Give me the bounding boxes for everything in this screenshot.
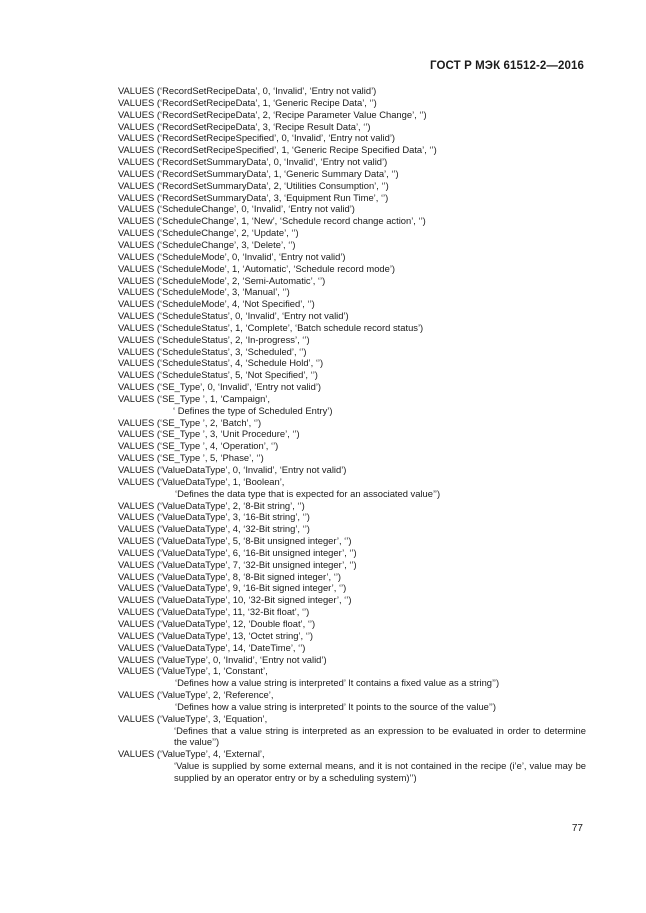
- values-statement-line: VALUES (‘ValueDataType’, 8, ‘8-Bit signed integer’, ‘’): [118, 570, 342, 582]
- values-statement-line: VALUES (‘ScheduleStatus’, 5, ‘Not Specified’, ‘’): [118, 369, 318, 381]
- values-statement-line: VALUES (‘ScheduleMode’, 2, ‘Semi-Automatic’, ‘’): [118, 274, 326, 286]
- values-statement-line: VALUES (‘ValueDataType’, 7, ‘32-Bit unsigned integer’, ‘’): [118, 558, 357, 570]
- page-number: 77: [571, 823, 583, 834]
- values-statement-line: VALUES (‘RecordSetSummaryData’, 3, ‘Equipment Run Time’, ‘’): [118, 191, 389, 203]
- values-statement-line: VALUES (‘SE_Type ’, 4, ‘Operation’, ‘’): [118, 440, 279, 452]
- values-statement-line: VALUES (‘ValueDataType’, 3, ‘16-Bit string’, ‘’): [118, 511, 310, 523]
- values-statement-line: VALUES (‘ScheduleMode’, 0, ‘Invalid’, ‘Entry not valid’): [118, 250, 346, 262]
- values-statement-line: VALUES (‘ValueDataType’, 6, ‘16-Bit unsigned integer’, ‘’): [118, 546, 357, 558]
- values-continuation-line: ‘Defines how a value string is interpreted’ It points to the source of the value’’): [175, 700, 497, 712]
- values-statement-line: VALUES (‘ValueDataType’, 14, ‘DateTime’, ‘’): [118, 641, 306, 653]
- values-continuation-line: ‘Defines the data type that is expected for an associated value’’): [175, 487, 441, 499]
- values-continuation-line: ‘Defines how a value string is interpreted’ It contains a fixed value as a string’’): [175, 677, 500, 689]
- values-statement-line: VALUES (‘ScheduleMode’, 4, ‘Not Specified’, ‘’): [118, 298, 315, 310]
- values-continuation-paragraph: ‘Value is supplied by some external means, and it is not contained in the recipe (i’e’, value may be supplied by an operator entry or by a scheduling system)’’): [174, 760, 586, 783]
- values-statement-line: VALUES (‘ValueType’, 2, ‘Reference’,: [118, 689, 274, 701]
- values-statement-line: VALUES (‘RecordSetRecipeData’, 1, ‘Generic Recipe Data’, ‘’): [118, 96, 377, 108]
- values-statement-line: VALUES (‘RecordSetRecipeSpecified’, 0, ‘Invalid’, ‘Entry not valid’): [118, 132, 396, 144]
- values-statement-line: VALUES (‘ValueDataType’, 5, ‘8-Bit unsigned integer’, ‘’): [118, 535, 352, 547]
- values-statement-line: VALUES (‘SE_Type ’, 1, ‘Campaign’,: [118, 392, 270, 404]
- values-continuation-paragraph: ‘Defines that a value string is interpreted as an expression to be evaluated in order to determine the value’’): [174, 724, 586, 748]
- values-statement-line: VALUES (‘ValueDataType’, 11, ‘32-Bit float’, ‘’): [118, 606, 310, 618]
- values-statement-line: VALUES (‘RecordSetRecipeData’, 2, ‘Recipe Parameter Value Change’, ‘’): [118, 108, 427, 120]
- values-statement-line: VALUES (‘ValueType’, 4, ‘External’,: [118, 748, 265, 760]
- values-statement-line: VALUES (‘RecordSetSummaryData’, 2, ‘Utilities Consumption’, ‘’): [118, 179, 389, 191]
- values-statement-line: VALUES (‘ValueDataType’, 2, ‘8-Bit string’, ‘’): [118, 499, 305, 511]
- values-statement-line: VALUES (‘RecordSetSummaryData’, 0, ‘Invalid’, ‘Entry not valid’): [118, 156, 388, 168]
- document-body: [118, 85, 586, 784]
- values-statement-line: VALUES (‘ScheduleChange’, 0, ‘Invalid’, ‘Entry not valid’): [118, 203, 355, 215]
- values-statement-line: VALUES (‘ScheduleChange’, 3, ‘Delete’, ‘’): [118, 238, 296, 250]
- values-continuation-line: ‘ Defines the type of Scheduled Entry’): [173, 404, 333, 416]
- values-statement-line: VALUES (‘ValueType’, 3, ‘Equation’,: [118, 712, 268, 724]
- values-statement-line: VALUES (‘ValueDataType’, 13, ‘Octet string’, ‘’): [118, 629, 314, 641]
- values-statement-line: VALUES (‘RecordSetSummaryData’, 1, ‘Generic Summary Data’, ‘’): [118, 167, 399, 179]
- values-statement-line: VALUES (‘ScheduleStatus’, 0, ‘Invalid’, ‘Entry not valid’): [118, 310, 349, 322]
- values-statement-line: VALUES (‘ScheduleMode’, 1, ‘Automatic’, ‘Schedule record mode’): [118, 262, 396, 274]
- values-statement-line: VALUES (‘ValueDataType’, 4, ‘32-Bit string’, ‘’): [118, 523, 310, 535]
- values-statement-line: VALUES (‘ValueDataType’, 10, ‘32-Bit signed integer’, ‘’): [118, 594, 352, 606]
- values-statement-line: VALUES (‘RecordSetRecipeSpecified’, 1, ‘Generic Recipe Specified Data’, ‘’): [118, 144, 437, 156]
- values-statement-line: VALUES (‘SE_Type ’, 2, ‘Batch’, ‘’): [118, 416, 262, 428]
- page-header-standard: ГОСТ Р МЭК 61512-2—2016: [430, 60, 584, 72]
- values-statement-line: VALUES (‘SE_Type ’, 3, ‘Unit Procedure’, ‘’): [118, 428, 300, 440]
- values-statement-line: VALUES (‘ScheduleStatus’, 2, ‘In-progress’, ‘’): [118, 333, 310, 345]
- values-statement-line: VALUES (‘ScheduleMode’, 3, ‘Manual’, ‘’): [118, 286, 290, 298]
- values-statement-line: VALUES (‘ScheduleStatus’, 1, ‘Complete’, ‘Batch schedule record status’): [118, 321, 424, 333]
- values-statement-line: VALUES (‘ValueDataType’, 1, ‘Boolean’,: [118, 475, 285, 487]
- values-statement-line: VALUES (‘ScheduleChange’, 1, ‘New’, ‘Schedule record change action’, ‘’): [118, 215, 426, 227]
- values-statement-line: VALUES (‘ScheduleStatus’, 4, ‘Schedule Hold’, ‘’): [118, 357, 324, 369]
- values-statement-line: VALUES (‘ScheduleStatus’, 3, ‘Scheduled’, ‘’): [118, 345, 307, 357]
- values-statement-line: VALUES (‘ValueType’, 1, ‘Constant’,: [118, 665, 268, 677]
- values-statement-line: VALUES (‘SE_Type ’, 5, ‘Phase’, ‘’): [118, 452, 264, 464]
- values-statement-line: VALUES (‘ValueDataType’, 0, ‘Invalid’, ‘Entry not valid’): [118, 464, 347, 475]
- values-statement-line: VALUES (‘ValueDataType’, 12, ‘Double float’, ‘’): [118, 617, 316, 629]
- values-statement-line: VALUES (‘ScheduleChange’, 2, ‘Update’, ‘’): [118, 227, 299, 239]
- values-statement-line: VALUES (‘RecordSetRecipeData’, 3, ‘Recipe Result Data’, ‘’): [118, 120, 371, 132]
- values-statement-line: VALUES (‘SE_Type’, 0, ‘Invalid’, ‘Entry not valid’): [118, 381, 322, 393]
- values-statement-line: VALUES (‘ValueType’, 0, ‘Invalid’, ‘Entry not valid’): [118, 653, 327, 665]
- values-statement-line: VALUES (‘ValueDataType’, 9, ‘16-Bit signed integer’, ‘’): [118, 582, 347, 594]
- values-statement-line: VALUES (‘RecordSetRecipeData’, 0, ‘Invalid’, ‘Entry not valid’): [118, 85, 377, 96]
